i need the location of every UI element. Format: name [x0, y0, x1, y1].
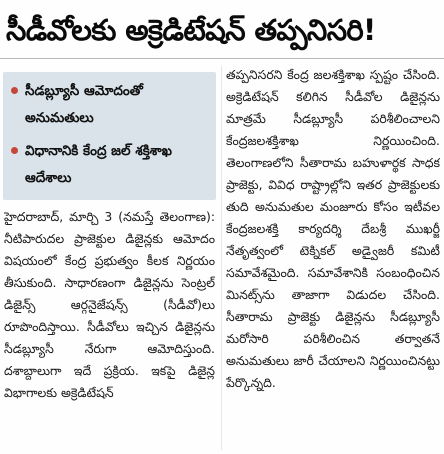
headline: సీడీవోలకు అక్రెడిటేషన్ తప్పనిసరి! [6, 13, 376, 47]
article-paragraph-right: తప్పనిసరని కేంద్ర జలశక్తిశాఖ స్పష్టం చేసింది. అక్రెడిటేషన్ కలిగిన సీడీవోల డిజైన్లను మాత్రమే సీడబ్ల్యూసీ పరిశీలించాలని కేంద్రజలశక్తిశాఖ నిర్ణయించింది. తెలంగాణలోని సీతారామ బహుళార్థక సాధక ప్రాజెక్టు, వివిధ రాష్ట్రాల్లోని ఇతర ప్రాజెక్టులకు తుది అనుమతుల మంజూరు కోసం ఇటీవల కేంద్రజలశక్తి కార్యదర్శి దేబశ్రీ ముఖర్జీ నేతృత్వంలో టెక్నికల్ అడ్వైజరీ కమిటీ సమావేశమైంది. సమావేశానికి సంబంధించిన మినట్స్‌ను తాజాగా విడుదల చేసింది. సీతారామ ప్రాజెక్టు డిజైన్లను సీడబ్ల్యూసీ మరోసారి పరిశీలించిన తర్వాతనే అనుమతులు జారీ చేయాలని నిర్ణయించినట్టు పేర్కొన్నది. [226, 67, 440, 390]
bullet-dot-icon [11, 147, 18, 154]
highlight-item [9, 78, 208, 132]
bullet-dot-icon [11, 87, 18, 94]
left-column-body [4, 206, 215, 450]
highlight-text: విధానానికి కేంద్ర జల్ శక్తిశాఖ ఆదేశాలు [25, 143, 172, 186]
article-paragraph-left: హైదరాబాద్, మార్చి 3 (నమస్తే తెలంగాణ): నీటిపారుదల ప్రాజెక్టుల డిజైన్లకు ఆమోదం విషయంలో కేంద్ర ప్రభుత్వం కీలక నిర్ణయం తీసుకుంది. సాధారణంగా డిజైన్లను సెంట్రల్ డిజైన్స్ ఆర్గనైజేషన్స్ (సీడీవో)లు రూపొందిస్తాయి. సీడీవోలు ఇచ్చిన డిజైన్లను సీడబ్ల్యూసీ నేరుగా ఆమోదిస్తుంది. దశాబ్దాలుగా ఇదే ప్రక్రియ. ఇకపై డిజైన్ల విభాగాలకు అక్రెడిటేషన్ [4, 209, 215, 400]
headline-divider [0, 58, 444, 59]
highlight-text: సీడబ్ల్యూసీ ఆమోదంతో అనుమతులు [25, 83, 143, 126]
highlights-box [3, 72, 216, 200]
right-column-body [226, 64, 440, 450]
highlight-item [9, 138, 208, 192]
column-divider [221, 66, 222, 450]
